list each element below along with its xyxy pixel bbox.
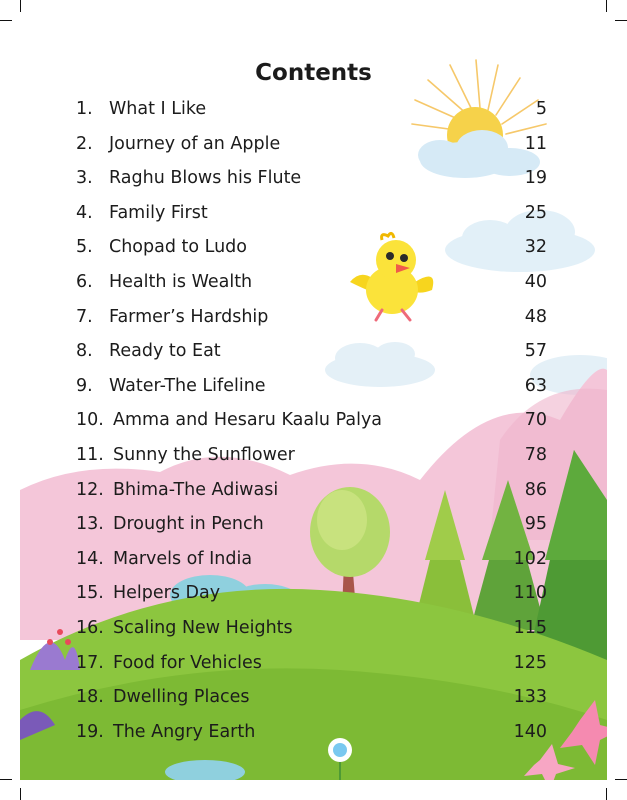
list-item[interactable] bbox=[20, 440, 607, 470]
entry-title: Dwelling Places bbox=[113, 687, 250, 708]
entry-title: Bhima-The Adiwasi bbox=[113, 479, 279, 500]
entry-page: 102 bbox=[513, 548, 547, 569]
list-item[interactable] bbox=[20, 509, 607, 539]
crop-mark-top-left-v bbox=[20, 0, 21, 12]
crop-mark-bottom-right-h bbox=[615, 779, 627, 780]
entry-page: 57 bbox=[524, 341, 547, 362]
crop-mark-top-right-h bbox=[615, 20, 627, 21]
list-item[interactable] bbox=[20, 129, 607, 159]
list-item[interactable] bbox=[20, 475, 607, 505]
entry-number: 17. bbox=[76, 652, 104, 673]
entry-page: 133 bbox=[513, 687, 547, 708]
entry-page: 70 bbox=[524, 410, 547, 431]
entry-page: 40 bbox=[524, 272, 547, 292]
list-item[interactable] bbox=[20, 336, 607, 366]
entry-number: 6. bbox=[76, 272, 93, 292]
list-item[interactable] bbox=[20, 302, 607, 332]
entry-title: Family First bbox=[109, 202, 208, 223]
list-item[interactable] bbox=[20, 232, 607, 262]
entry-number: 3. bbox=[76, 168, 93, 189]
entry-number: 16. bbox=[76, 618, 104, 638]
entry-title: Farmer’s Hardship bbox=[109, 306, 269, 327]
list-item[interactable] bbox=[20, 613, 607, 643]
crop-mark-bottom-right-v bbox=[606, 788, 607, 800]
entry-number: 15. bbox=[76, 583, 104, 604]
crop-mark-bottom-left-h bbox=[0, 779, 12, 780]
entry-number: 13. bbox=[76, 514, 104, 535]
entry-page: 95 bbox=[524, 514, 547, 535]
entry-number: 11. bbox=[76, 445, 104, 465]
entry-title: Water-The Lifeline bbox=[109, 375, 266, 396]
list-item[interactable] bbox=[20, 267, 607, 297]
entry-title: Ready to Eat bbox=[109, 341, 221, 362]
entry-title: Journey of an Apple bbox=[109, 133, 281, 154]
entry-number: 7. bbox=[76, 306, 93, 327]
list-item[interactable] bbox=[20, 163, 607, 193]
list-item[interactable] bbox=[20, 648, 607, 678]
entry-title: Chopad to Ludo bbox=[109, 237, 248, 258]
entry-page: 63 bbox=[524, 375, 547, 396]
entry-page: 32 bbox=[524, 237, 547, 258]
entry-number: 1. bbox=[76, 99, 93, 119]
entry-page: 19 bbox=[524, 168, 547, 189]
list-item[interactable] bbox=[20, 94, 607, 124]
crop-mark-top-left-h bbox=[0, 20, 12, 21]
crop-mark-bottom-left-v bbox=[20, 788, 21, 800]
entry-page: 78 bbox=[524, 445, 547, 465]
entry-page: 5 bbox=[535, 99, 547, 119]
entry-number: 2. bbox=[76, 133, 93, 154]
list-item[interactable] bbox=[20, 405, 607, 435]
list-item[interactable] bbox=[20, 717, 607, 747]
entry-number: 9. bbox=[76, 375, 93, 396]
contents-page bbox=[20, 20, 607, 780]
entry-number: 4. bbox=[76, 202, 93, 223]
list-item[interactable] bbox=[20, 371, 607, 401]
list-item[interactable] bbox=[20, 578, 607, 608]
entry-title: Raghu Blows his Flute bbox=[109, 168, 302, 189]
entry-number: 18. bbox=[76, 687, 104, 708]
entry-number: 19. bbox=[76, 721, 104, 742]
entry-page: 115 bbox=[513, 618, 547, 638]
entry-number: 5. bbox=[76, 237, 93, 258]
entry-page: 11 bbox=[524, 133, 547, 154]
entry-page: 48 bbox=[524, 306, 547, 327]
entry-number: 12. bbox=[76, 479, 104, 500]
entry-title: Marvels of India bbox=[113, 548, 253, 569]
list-item[interactable] bbox=[20, 544, 607, 574]
entry-title: The Angry Earth bbox=[113, 721, 256, 742]
list-item[interactable] bbox=[20, 198, 607, 228]
entry-page: 140 bbox=[513, 721, 547, 742]
page-title: Contents bbox=[255, 60, 372, 86]
entry-number: 10. bbox=[76, 410, 104, 431]
entry-page: 110 bbox=[513, 583, 547, 604]
entry-title: Helpers Day bbox=[113, 583, 221, 604]
entry-title: Sunny the Sunflower bbox=[113, 445, 295, 465]
entry-title: Food for Vehicles bbox=[113, 652, 262, 673]
entry-number: 8. bbox=[76, 341, 93, 362]
entry-page: 86 bbox=[524, 479, 547, 500]
entry-title: Drought in Pench bbox=[113, 514, 264, 535]
entry-number: 14. bbox=[76, 548, 104, 569]
entry-page: 25 bbox=[524, 202, 547, 223]
entry-page: 125 bbox=[513, 652, 547, 673]
list-item[interactable] bbox=[20, 682, 607, 712]
entry-title: Scaling New Heights bbox=[113, 618, 293, 638]
entry-title: Amma and Hesaru Kaalu Palya bbox=[113, 410, 383, 431]
entry-title: What I Like bbox=[109, 99, 207, 119]
entry-title: Health is Wealth bbox=[109, 272, 253, 292]
crop-mark-top-right-v bbox=[606, 0, 607, 12]
